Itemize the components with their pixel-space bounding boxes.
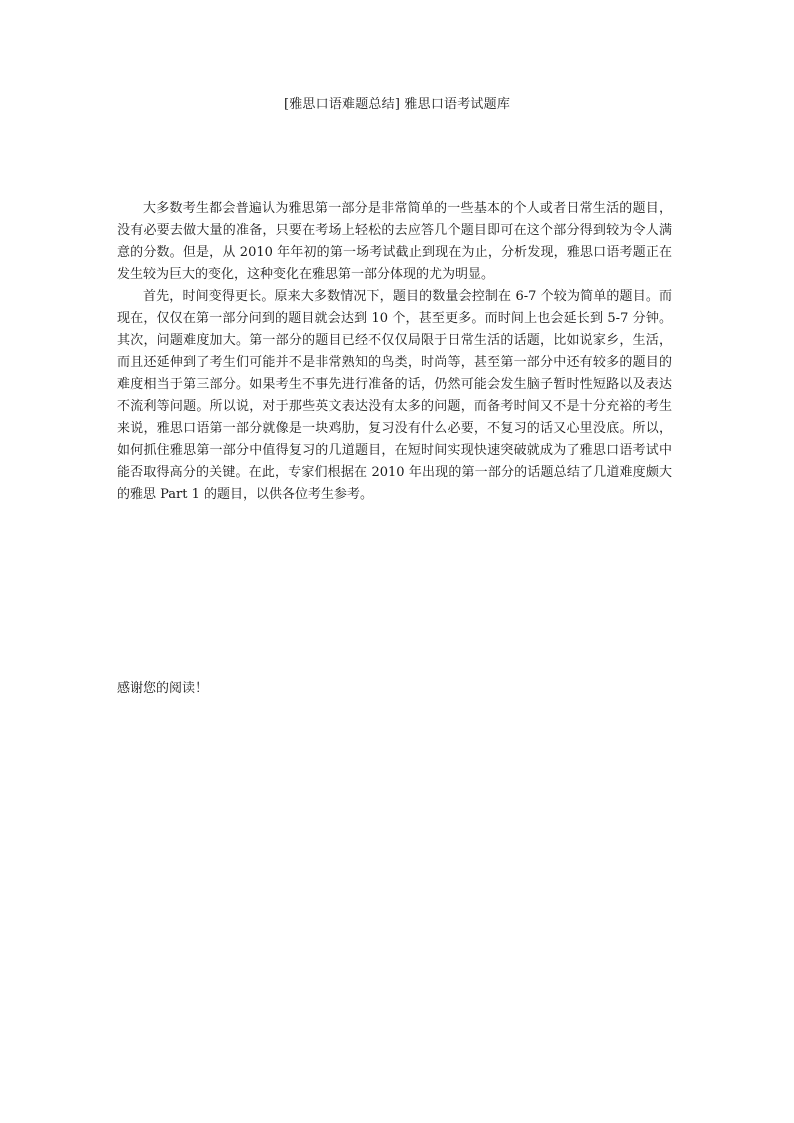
document-body: [117, 198, 672, 506]
paragraph-analysis: 首先，时间变得更长。原来大多数情况下，题目的数量会控制在 6-7 个较为简单的题目。而现在，仅仅在第一部分问到的题目就会达到 10 个，甚至更多。而时间上也会延长到 5-7 分钟。其次，问题难度加大。第一部分的题目已经不仅仅局限于日常生活的话题，比如说家乡，生活，而且还延伸到了考生们可能并不是非常熟知的鸟类，时尚等，甚至第一部分中还有较多的题目的难度相当于第三部分。如果考生不事先进行准备的话，仍然可能会发生脑子暂时性短路以及表达不流利等问题。所以说，对于那些英文表达没有太多的问题，而备考时间又不是十分充裕的考生来说，雅思口语第一部分就像是一块鸡肋，复习没有什么必要，不复习的话又心里没底。所以，如何抓住雅思第一部分中值得复习的几道题目，在短时间实现快速突破就成为了雅思口语考试中能否取得高分的关键。在此，专家们根据在 2010 年出现的第一部分的话题总结了几道难度颇大的雅思 Part 1 的题目，以供各位考生参考。: [117, 289, 672, 502]
closing-text: 感谢您的阅读！: [117, 681, 209, 696]
document-title: [雅思口语难题总结] 雅思口语考试题库: [283, 97, 511, 112]
paragraph-intro: 大多数考生都会普遍认为雅思第一部分是非常简单的一些基本的个人或者日常生活的题目，没有必要去做大量的准备，只要在考场上轻松的去应答几个题目即可在这个部分得到较为令人满意的分数。但是，从 2010 年年初的第一场考试截止到现在为止，分析发现，雅思口语考题正在发生较为巨大的变化，这种变化在雅思第一部分体现的尤为明显。: [117, 201, 672, 282]
